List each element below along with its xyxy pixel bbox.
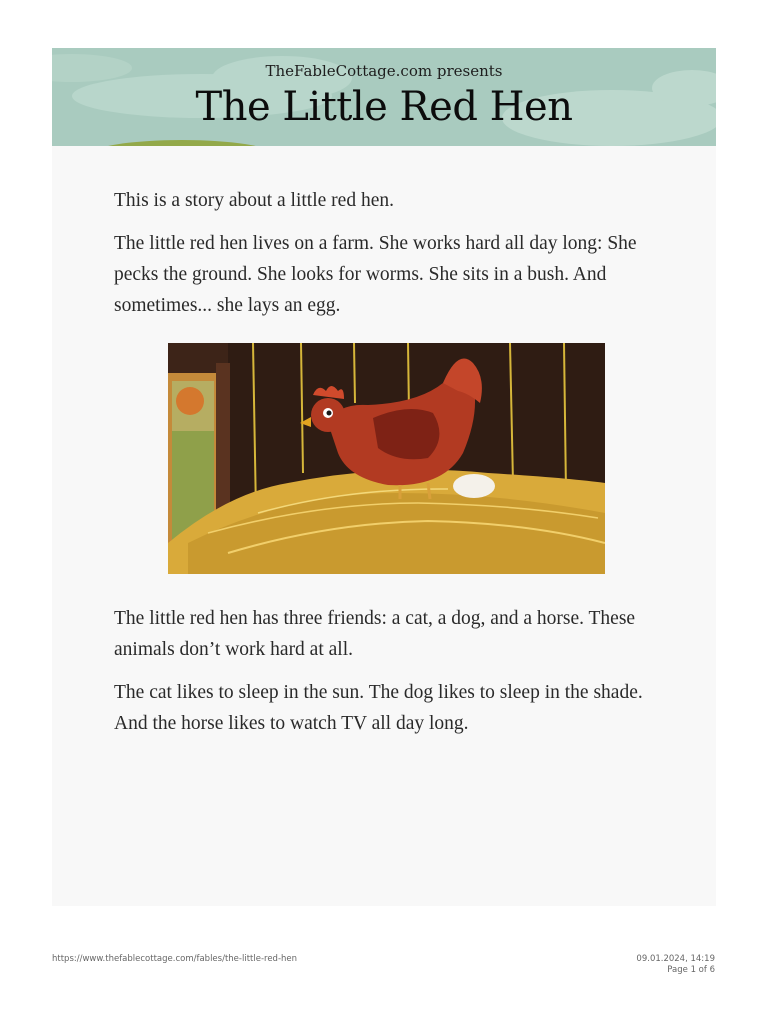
footer-meta [636,954,715,976]
footer-datetime: 09.01.2024, 14:19 [636,954,715,964]
story-paragraph-2: The little red hen lives on a farm. She works hard all day long: She pecks the ground. She looks for worms. She sits in a bush. And sometimes... she lays an egg. [114,233,637,316]
story-paragraph-1: This is a story about a little red hen. [114,190,394,211]
hen-on-nest-illustration [168,343,605,574]
footer-page-number: Page 1 of 6 [667,965,715,975]
story-title: The Little Red Hen [195,84,573,130]
story-paragraph-4: The cat likes to sleep in the sun. The dog likes to sleep in the shade. And the horse likes to watch TV all day long. [114,682,643,734]
footer-url: https://www.thefablecottage.com/fables/the-little-red-hen [52,954,298,964]
header-banner [52,48,716,146]
story-paragraph-3: The little red hen has three friends: a cat, a dog, and a horse. These animals don’t work hard at all. [114,608,636,660]
banner-presents: TheFableCottage.com presents [265,62,503,80]
story-card [52,48,716,906]
